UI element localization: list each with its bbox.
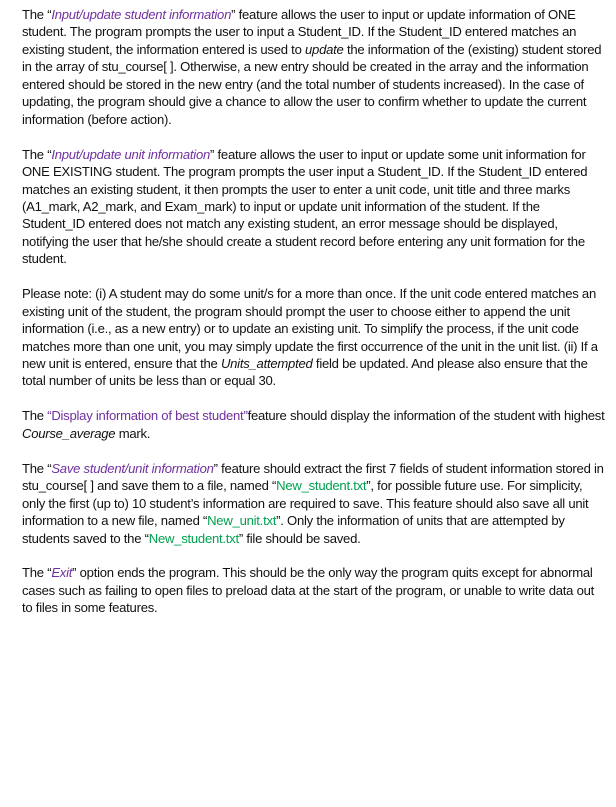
filename-new-student-2: New_student.txt	[148, 530, 239, 546]
text-span: ” feature allows the user to input or update information of ONE student. The program prompts the user to input a Student_ID. If the Student_ID entered matches an existing student, the information entered is used to	[22, 7, 577, 57]
emphasis-update: update	[305, 41, 344, 57]
text-span: The “	[22, 146, 52, 162]
paragraph-exit	[22, 564, 606, 616]
filename-new-unit: New_unit.txt	[207, 513, 277, 529]
text-span: ” feature allows the user to input or update some unit information for ONE EXISTING student. The program prompts the user input a Student_ID. If the Student_ID entered matches an existing student, it then prompts the user to enter a unit code, unit title and three marks (A1_mark, A2_mark, and Exam_mark) to input or update unit information of the student. If the Student_ID entered does not match any existing student, an error message should be displayed, notifying the user that he/she should create a student record before entering any unit formation for the student.	[22, 146, 588, 267]
paragraph-save-student-unit	[22, 460, 606, 547]
text-span: The “	[22, 460, 52, 476]
text-span: ”, for possible future use. For simplicity, only the first (up to) 10 student’s information are required to save. This feature should also save all unit information to a new file, named “	[22, 478, 589, 529]
feature-name-save-student-unit: Save student/unit information	[51, 460, 214, 476]
text-span: The “	[22, 7, 52, 22]
text-span: ”. Only the information of units that are attempted by students saved to the “	[22, 513, 565, 546]
feature-name-exit: Exit	[51, 565, 73, 581]
paragraph-input-update-student	[22, 6, 606, 128]
field-course-average: Course_average	[22, 425, 116, 441]
text-span: the information of the (existing) student stored in the array of stu_course[ ]. Otherwise, a new entry should be created in the array and the information entered should be stored in the new entry (and the total number of students increased). In the case of updating, the program should give a chance to allow the user to confirm whether to update the current information (before action).	[22, 41, 602, 127]
text-span: feature should display the information of the student with highest	[247, 408, 605, 424]
text-span: The	[22, 408, 48, 424]
feature-name-input-update-student: Input/update student information	[51, 7, 232, 22]
field-units-attempted: Units_attempted	[220, 356, 313, 372]
paragraph-display-best-student	[22, 407, 606, 442]
text-span: ” file should be saved.	[238, 530, 361, 546]
text-span: Please note: (i) A student may do some unit/s for a more than once. If the unit code entered matches an existing unit of the student, the program should prompt the user to choose either to append the unit information (i.e., as a new entry) or to update an existing unit. To simplify the process, if the unit code matches more than one unit, you may simply update the first occurrence of the unit in the unit list. (ii) If a new unit is entered, ensure that the	[22, 286, 598, 372]
text-span: ” feature should extract the first 7 fields of student information stored in stu_course[ ] and save them to a file, named “	[22, 460, 604, 494]
filename-new-student: New_student.txt	[276, 478, 367, 494]
text-span: The “	[22, 565, 52, 581]
text-span: mark.	[115, 425, 151, 441]
feature-name-input-update-unit: Input/update unit information	[51, 146, 211, 162]
paragraph-input-update-unit	[22, 146, 606, 268]
text-span: ” option ends the program. This should be the only way the program quits except for abnormal cases such as failing to open files to preload data at the start of the program, or unable to write data out to files in some features.	[22, 565, 595, 616]
feature-name-display-best-student: “Display information of best student”	[47, 408, 248, 424]
paragraph-please-note	[22, 285, 606, 390]
text-span: field be updated. And please also ensure that the total number of units be less than or equal 30.	[22, 356, 588, 389]
